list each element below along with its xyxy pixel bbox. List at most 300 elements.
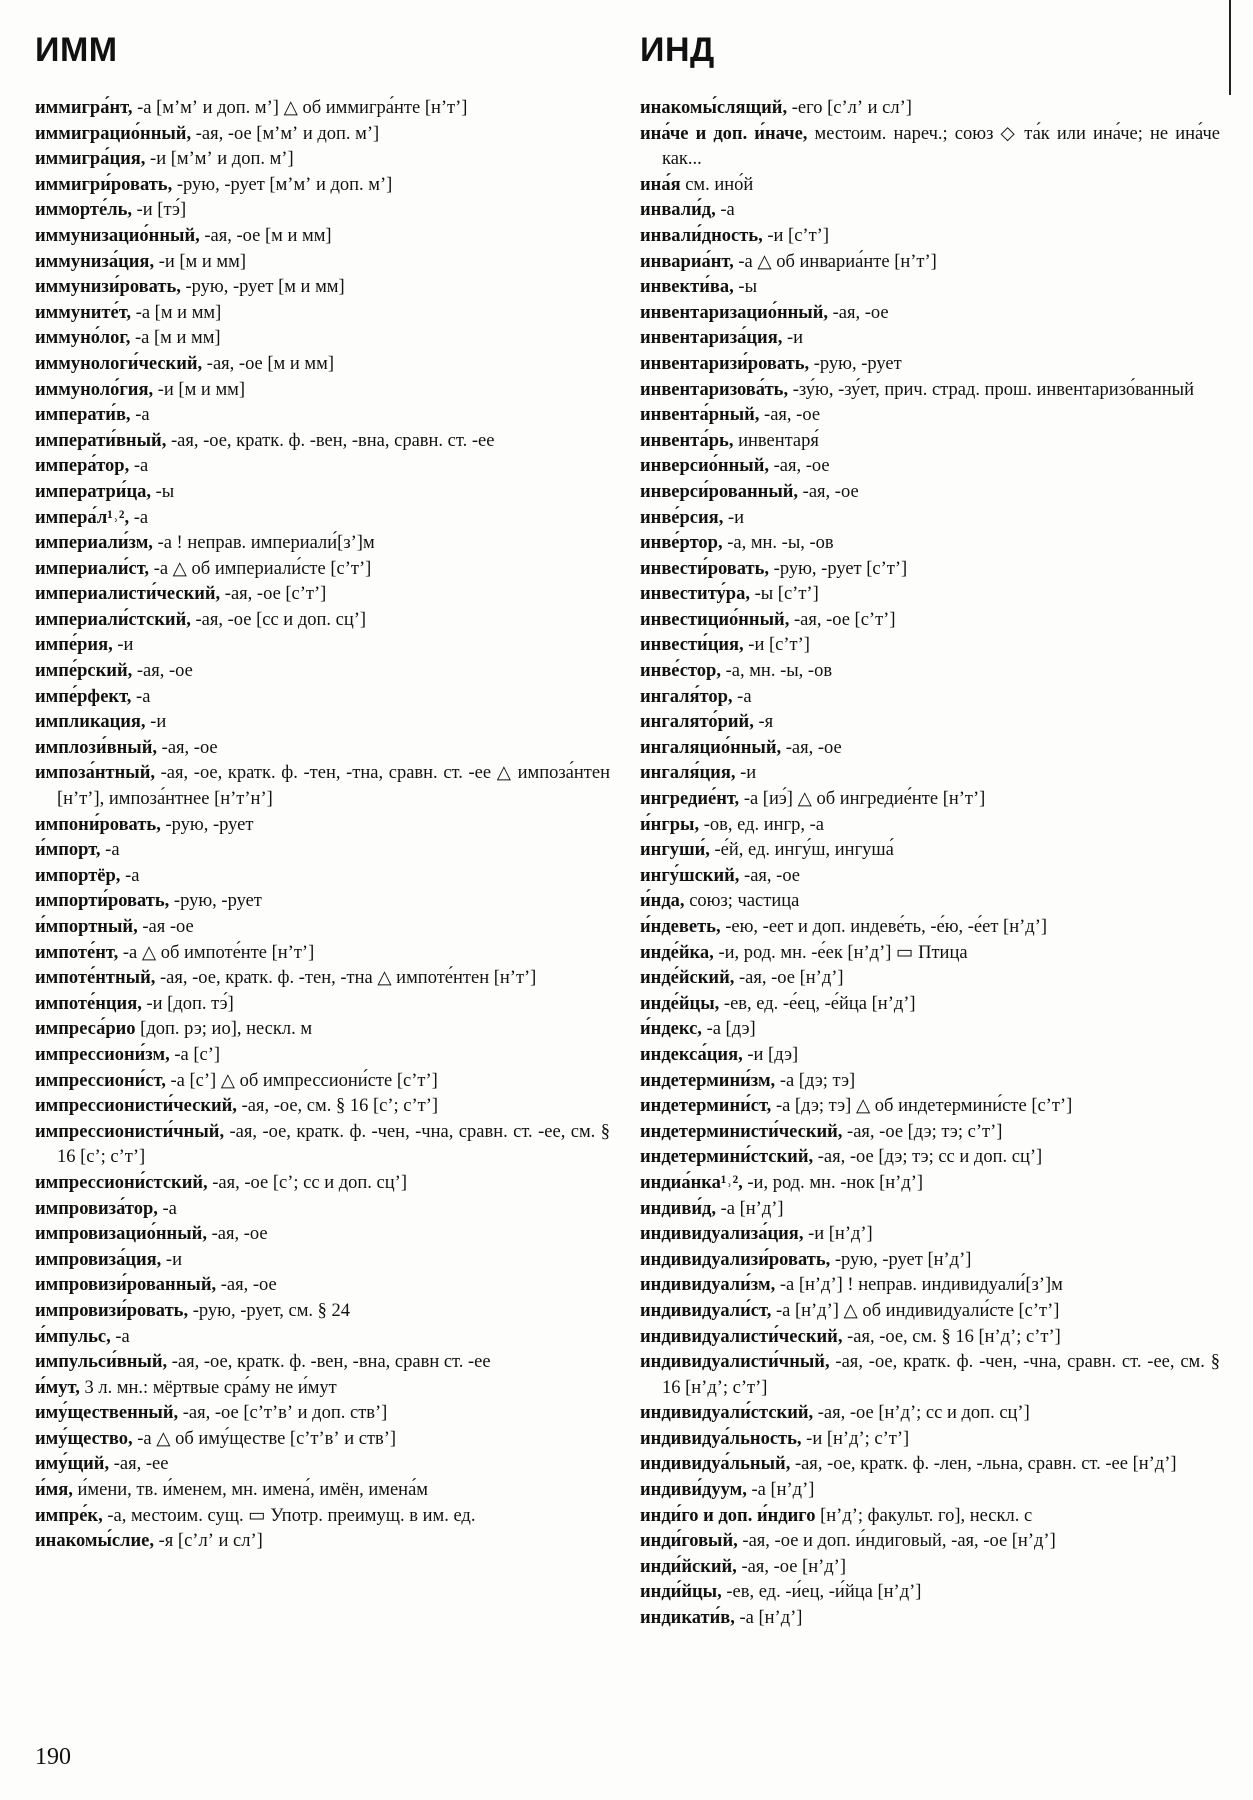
dictionary-entry <box>640 96 1220 122</box>
entry-headword: импреса́рио <box>35 1019 136 1040</box>
dictionary-entry <box>35 761 610 812</box>
dictionary-entry <box>35 1504 610 1530</box>
page-number: 190 <box>35 1744 71 1770</box>
entry-headword: иммуните́т, <box>35 302 132 323</box>
dictionary-entry <box>640 659 1220 685</box>
dictionary-entry <box>640 1043 1220 1069</box>
entry-headword: иммунизи́ровать, <box>35 277 181 298</box>
entry-definition: -ая, -ое [дэ; тэ; сʼтʼ] <box>842 1121 1003 1142</box>
dictionary-entry <box>35 813 610 839</box>
dictionary-entry <box>35 1273 610 1299</box>
entry-definition: -и, род. мн. -нок [нʼдʼ] <box>742 1172 924 1193</box>
entry-headword: инвентаризацио́нный, <box>640 302 828 323</box>
entry-headword: инди́говый, <box>640 1531 738 1552</box>
dictionary-entry <box>35 250 610 276</box>
entry-definition: -и <box>782 328 804 349</box>
entry-definition: -ая, -ое <box>768 456 830 477</box>
entry-headword: императи́в, <box>35 405 131 426</box>
entry-headword: инди́йцы, <box>640 1582 722 1603</box>
entry-definition: -ею, -еет и доп. индеве́ть, -е́ю, -е́ет [нʼдʼ] <box>720 917 1048 937</box>
entry-headword: импони́ровать, <box>35 814 161 835</box>
entry-definition: -а <box>110 1326 130 1347</box>
dictionary-entry <box>35 429 610 455</box>
dictionary-entry <box>640 122 1220 173</box>
entry-definition: -ев, ед. -е́ец, -е́йца [нʼдʼ] <box>719 993 916 1014</box>
dictionary-entry <box>640 1427 1220 1453</box>
dictionary-entry <box>35 633 610 659</box>
dictionary-entry <box>640 582 1220 608</box>
entry-definition: -а [нʼдʼ] <box>746 1480 815 1501</box>
entry-definition: -ая, -ое [сʼтʼвʼ и доп. ствʼ] <box>178 1403 388 1424</box>
entry-definition: -и [нʼдʼ; сʼтʼ] <box>801 1428 910 1449</box>
entry-definition: -и <box>145 712 167 733</box>
entry-headword: иммуниза́ция, <box>35 251 155 272</box>
entry-headword: импрессиони́стский, <box>35 1172 208 1193</box>
dictionary-entry <box>35 1094 610 1120</box>
entry-headword: индивидуалисти́чный, <box>640 1352 830 1373</box>
entry-definition: -ая, -ое [м и мм] <box>202 353 334 374</box>
dictionary-entry <box>640 1120 1220 1146</box>
entry-definition: -ая, -ое [сʼтʼ] <box>789 609 896 630</box>
entry-definition: -а [нʼдʼ] <box>715 1198 784 1219</box>
entry-definition: -и [доп. тэ́] <box>141 993 234 1014</box>
entry-headword: импортёр, <box>35 865 121 886</box>
dictionary-entry <box>35 224 610 250</box>
dictionary-entry <box>35 608 610 634</box>
entry-headword: ингаляцио́нный, <box>640 737 782 758</box>
entry-headword: индивидуализи́ровать, <box>640 1249 831 1270</box>
entry-definition: союз; частица <box>684 891 800 912</box>
dictionary-entry <box>640 429 1220 455</box>
entry-definition: -ая, -ое, кратк. ф. -вен, -вна, сравн. ст. -ее <box>166 430 495 451</box>
entry-definition: -а <box>157 1198 177 1219</box>
dictionary-entry <box>640 1452 1220 1478</box>
entry-headword: импровиза́тор, <box>35 1198 158 1219</box>
dictionary-entry <box>640 1299 1220 1325</box>
dictionary-entry <box>640 224 1220 250</box>
dictionary-entry <box>640 506 1220 532</box>
entry-headword: индекса́ция, <box>640 1044 743 1065</box>
entry-headword: и́ндекс, <box>640 1019 702 1040</box>
dictionary-entry <box>35 1299 610 1325</box>
right-column <box>640 30 1220 1632</box>
dictionary-entry <box>640 1197 1220 1223</box>
entry-definition: -ая, -ое <box>739 865 801 886</box>
entry-headword: импровиза́ция, <box>35 1249 162 1270</box>
entry-headword: импрессиони́ст, <box>35 1070 166 1091</box>
dictionary-entry <box>35 1350 610 1376</box>
entry-headword: индивидуа́льный, <box>640 1454 791 1475</box>
dictionary-entry <box>640 198 1220 224</box>
entry-definition: -его [сʼлʼ и слʼ] <box>787 98 912 118</box>
entry-headword: импоте́нция, <box>35 993 142 1014</box>
dictionary-entry <box>35 659 610 685</box>
dictionary-entry <box>640 1606 1220 1632</box>
entry-definition: -а [нʼдʼ] △ об индивидуали́сте [сʼтʼ] <box>771 1300 1060 1321</box>
entry-headword: индетермини́ст, <box>640 1096 772 1117</box>
entry-headword: империали́зм, <box>35 533 153 554</box>
dictionary-entry <box>640 1094 1220 1120</box>
dictionary-entry <box>35 915 610 941</box>
entry-headword: инде́йка, <box>640 942 714 963</box>
dictionary-entry <box>35 941 610 967</box>
entry-definition: -и <box>723 507 745 528</box>
entry-headword: инакомы́слящий, <box>640 98 788 118</box>
entry-headword: императри́ца, <box>35 481 151 502</box>
entry-headword: империали́ст, <box>35 558 150 579</box>
entry-definition: -ы [сʼтʼ] <box>749 584 819 605</box>
entry-headword: индивидуали́стский, <box>640 1403 814 1424</box>
entry-definition: -рую, -рует [нʼдʼ] <box>830 1249 972 1270</box>
entry-headword: импе́рфект, <box>35 686 132 707</box>
dictionary-entry <box>35 1529 610 1555</box>
dictionary-entry <box>640 352 1220 378</box>
entry-headword: иму́щий, <box>35 1454 110 1475</box>
entry-definition: -и [сʼтʼ] <box>743 635 810 656</box>
entry-definition: -а <box>131 686 151 707</box>
entry-definition: -ая, -ое, кратк. ф. -чен, -чна, сравн. ст. -ее, см. § 16 [сʼ; сʼтʼ] <box>57 1121 610 1168</box>
dictionary-entry <box>35 864 610 890</box>
entry-headword: ингредие́нт, <box>640 789 740 810</box>
dictionary-entry <box>35 1478 610 1504</box>
dictionary-entry <box>35 1197 610 1223</box>
entry-definition: -ы <box>733 277 758 298</box>
dictionary-entry <box>640 1350 1220 1401</box>
entry-definition: -а △ об инвариа́нте [нʼтʼ] <box>733 251 937 272</box>
dictionary-entry <box>640 1017 1220 1043</box>
dictionary-entry <box>640 608 1220 634</box>
entry-headword: ина́че и доп. и́наче, <box>640 123 808 144</box>
dictionary-entry <box>640 761 1220 787</box>
entry-headword: и́мут, <box>35 1377 80 1398</box>
dictionary-entry <box>35 1069 610 1095</box>
entry-headword: импре́к, <box>35 1505 103 1526</box>
entry-definition: -ая, -ое <box>759 405 821 426</box>
dictionary-entry <box>640 736 1220 762</box>
entry-definition: -а △ об империали́сте [сʼтʼ] <box>149 558 372 579</box>
dictionary-entry <box>640 685 1220 711</box>
dictionary-entry <box>35 1325 610 1351</box>
entry-headword: иммигра́нт, <box>35 98 133 118</box>
entry-definition: -а [сʼ] <box>169 1044 221 1065</box>
dictionary-entry <box>35 582 610 608</box>
entry-definition: -а <box>715 200 735 221</box>
dictionary-entry <box>35 1452 610 1478</box>
dictionary-entry <box>35 403 610 429</box>
dictionary-entry <box>640 838 1220 864</box>
entry-headword: инвекти́ва, <box>640 277 734 298</box>
dictionary-entry <box>640 1555 1220 1581</box>
entry-headword: иму́щество, <box>35 1428 133 1449</box>
dictionary-entry <box>35 1401 610 1427</box>
dictionary-entry <box>640 1145 1220 1171</box>
dictionary-entry <box>640 326 1220 352</box>
dictionary-entry <box>640 1580 1220 1606</box>
entry-headword: имплози́вный, <box>35 737 158 758</box>
entry-definition: -ая, -ое [мʼмʼ и доп. мʼ] <box>191 123 380 144</box>
dictionary-entry <box>35 1043 610 1069</box>
entry-definition: -и, род. мн. -е́ек [нʼдʼ] ▭ Птица <box>713 942 968 963</box>
entry-definition: -рую, -рует <box>160 814 254 835</box>
entry-definition: см. ино́й <box>680 174 754 195</box>
entry-definition: -ая, -ое [нʼдʼ; сс и доп. сцʼ] <box>813 1403 1030 1424</box>
entry-headword: инвариа́нт, <box>640 251 734 272</box>
entry-headword: инвеститу́ра, <box>640 584 750 605</box>
entry-headword: инверсио́нный, <box>640 456 769 477</box>
dictionary-entry <box>35 326 610 352</box>
entry-headword: инве́ртор, <box>640 533 723 554</box>
entry-headword: импрессионисти́чный, <box>35 1121 225 1142</box>
entry-definition: -и <box>161 1249 182 1270</box>
entry-headword: импрессиони́зм, <box>35 1044 170 1065</box>
entry-definition: -а [дэ] <box>701 1019 756 1040</box>
entry-headword: инде́йский, <box>640 968 735 989</box>
dictionary-entry <box>35 506 610 532</box>
entry-definition: -ая, -ое, кратк. ф. -чен, -чна, сравн. ст. -ее, см. § 16 [нʼдʼ; сʼтʼ] <box>662 1352 1220 1398</box>
entry-headword: иму́щественный, <box>35 1403 179 1424</box>
dictionary-entry <box>35 96 610 122</box>
dictionary-entry <box>640 480 1220 506</box>
entry-headword: и́ндеветь, <box>640 917 721 937</box>
entry-headword: императи́вный, <box>35 430 167 451</box>
dictionary-entry <box>640 1171 1220 1197</box>
entry-definition: -а [сʼ] △ об импрессиони́сте [сʼтʼ] <box>165 1070 438 1091</box>
entry-definition: -и [нʼдʼ] <box>803 1224 873 1245</box>
dictionary-entry <box>640 403 1220 429</box>
entry-headword: импера́тор, <box>35 456 130 477</box>
dictionary-entry <box>640 1273 1220 1299</box>
entry-definition: -а, местоим. сущ. ▭ Употр. преимущ. в им. ед. <box>102 1505 476 1526</box>
entry-headword: и́нгры, <box>640 814 700 835</box>
entry-definition: -а <box>129 456 149 477</box>
dictionary-entry <box>640 301 1220 327</box>
dictionary-entry <box>35 710 610 736</box>
entry-headword: инвали́дность, <box>640 225 763 246</box>
dictionary-entry <box>35 198 610 224</box>
dictionary-entry <box>640 633 1220 659</box>
entry-headword: импликация, <box>35 712 146 733</box>
entry-headword: иммигра́ция, <box>35 149 146 170</box>
entry-definition: 3 л. мн.: мёртвые сра́му не и́мут <box>79 1377 337 1398</box>
entry-headword: ингаля́тор, <box>640 686 733 707</box>
entry-definition: -а ! неправ. империали́[зʼ]м <box>152 533 375 554</box>
entry-definition: -и [дэ] <box>742 1044 799 1065</box>
entry-headword: индивидуа́льность, <box>640 1428 802 1449</box>
entry-headword: и́нда, <box>640 891 685 912</box>
entry-headword: инвентаризова́ть, <box>640 379 789 400</box>
entry-definition: -рую, -рует [сʼтʼ] <box>769 558 908 579</box>
entry-definition: -я <box>753 712 774 733</box>
dictionary-entry <box>640 1478 1220 1504</box>
entry-definition: -а [нʼдʼ] ! неправ. индивидуали́[зʼ]м <box>775 1275 1063 1296</box>
entry-headword: индиа́нка¹˒², <box>640 1172 743 1193</box>
entry-definition: -рую, -рует <box>809 353 902 374</box>
entry-headword: импоте́нт, <box>35 942 119 963</box>
entry-definition: -ая, -ое [сс и доп. сцʼ] <box>190 609 367 630</box>
entry-headword: иммуно́лог, <box>35 328 131 349</box>
entry-definition: [нʼдʼ; факульт. го], нескл. с <box>815 1505 1033 1526</box>
entry-headword: ингалято́рий, <box>640 712 754 733</box>
entry-definition: -и [сʼтʼ] <box>762 225 829 246</box>
dictionary-entry <box>35 838 610 864</box>
entry-headword: инвентариза́ция, <box>640 328 783 349</box>
dictionary-entry <box>640 250 1220 276</box>
entry-headword: и́мпульс, <box>35 1326 111 1347</box>
entry-definition: -а [мʼмʼ и доп. мʼ] △ об иммигра́нте [нʼтʼ] <box>132 98 468 118</box>
entry-headword: инвали́д, <box>640 200 716 221</box>
dictionary-entry <box>35 557 610 583</box>
dictionary-entry <box>35 889 610 915</box>
dictionary-entry <box>640 966 1220 992</box>
entry-definition: -ая, -ое [дэ; тэ; сс и доп. сцʼ] <box>813 1147 1043 1168</box>
dictionary-entry <box>640 1069 1220 1095</box>
dictionary-entry <box>35 1427 610 1453</box>
entry-headword: инвести́ровать, <box>640 558 770 579</box>
entry-headword: инде́йцы, <box>640 993 720 1014</box>
dictionary-entry <box>35 454 610 480</box>
entry-definition: -ая, -ое, см. § 16 [нʼдʼ; сʼтʼ] <box>842 1326 1061 1347</box>
entry-headword: инвентаризи́ровать, <box>640 353 810 374</box>
entry-definition: -ая, -ое, кратк. ф. -вен, -вна, сравн ст. -ее <box>167 1352 491 1373</box>
entry-definition: -ая, -ое <box>132 661 193 682</box>
entry-definition: -и [мʼмʼ и доп. мʼ] <box>145 149 294 170</box>
entry-definition: -ая, -ое [м и мм] <box>199 225 332 246</box>
entry-definition: -а <box>130 405 150 426</box>
entry-headword: инве́рсия, <box>640 507 724 528</box>
dictionary-entry <box>35 378 610 404</box>
entry-definition: -я [сʼлʼ и слʼ] <box>154 1531 263 1552</box>
dictionary-entry <box>640 1222 1220 1248</box>
entry-definition: -ая, -ое, кратк. ф. -тен, -тна, сравн. ст. -ее △ импоза́нтен [нʼтʼ], импоза́нтнее [нʼтʼнʼ] <box>57 763 610 810</box>
entry-headword: имморте́ль, <box>35 200 132 221</box>
entry-definition: -ая, -ое и доп. и́ндиговый, -ая, -ое [нʼдʼ] <box>737 1531 1056 1552</box>
entry-definition: -а <box>129 507 149 528</box>
dictionary-entry <box>640 889 1220 915</box>
dictionary-entry <box>35 1376 610 1402</box>
entry-definition: -ая, -ое <box>216 1275 277 1296</box>
entry-definition: инвентаря́ <box>733 430 819 451</box>
entry-headword: индиви́д, <box>640 1198 716 1219</box>
entry-definition: и́мени, тв. и́менем, мн. имена́, имён, имена́м <box>72 1480 429 1501</box>
dictionary-entry <box>35 966 610 992</box>
entry-definition: -ая, -ое [сʼ; сс и доп. сцʼ] <box>207 1172 407 1193</box>
entry-headword: индетермини́зм, <box>640 1070 776 1091</box>
entry-definition: -а [м и мм] <box>131 302 222 323</box>
entry-headword: индиви́дуум, <box>640 1480 747 1501</box>
entry-headword: импе́рия, <box>35 635 113 656</box>
dictionary-entry <box>35 1248 610 1274</box>
entry-headword: инве́стор, <box>640 661 721 682</box>
entry-definition: -а △ об иму́ществе [сʼтʼвʼ и ствʼ] <box>132 1428 397 1449</box>
entry-definition: -ая, -ое, кратк. ф. -тен, -тна △ импоте́нтен [нʼтʼ] <box>155 968 537 989</box>
entry-headword: империали́стский, <box>35 609 191 630</box>
entry-definition: местоим. нареч.; союз ◇ та́к или ина́че; не ина́че как... <box>662 123 1220 170</box>
entry-headword: и́мя, <box>35 1480 73 1501</box>
dictionary-entry <box>640 1504 1220 1530</box>
dictionary-entry <box>640 992 1220 1018</box>
dictionary-entry <box>35 122 610 148</box>
entry-headword: инакомы́слие, <box>35 1531 155 1552</box>
entry-headword: инвента́рный, <box>640 405 760 426</box>
entry-definition: -ов, ед. ингр, -а <box>699 814 824 835</box>
entry-headword: инди́йский, <box>640 1556 737 1577</box>
dictionary-entry <box>35 992 610 1018</box>
entry-headword: инвестицио́нный, <box>640 609 790 630</box>
entry-headword: иммуноло́гия, <box>35 379 154 400</box>
entry-definition: -и [тэ́] <box>132 200 187 221</box>
entry-definition: -а <box>100 840 120 861</box>
entry-definition: -рую, -рует [мʼмʼ и доп. мʼ] <box>172 174 393 195</box>
entry-headword: иммиграцио́нный, <box>35 123 192 144</box>
dictionary-entry <box>35 1222 610 1248</box>
entry-headword: импровизацио́нный, <box>35 1224 207 1245</box>
entry-headword: импровизи́рованный, <box>35 1275 217 1296</box>
dictionary-entry <box>35 301 610 327</box>
entry-definition: -рую, -рует, см. § 24 <box>188 1300 351 1321</box>
dictionary-entry <box>640 864 1220 890</box>
entry-definition: -ая, -ее <box>109 1454 169 1475</box>
dictionary-entry <box>35 531 610 557</box>
entry-headword: импрессионисти́ческий, <box>35 1096 237 1117</box>
dictionary-entry <box>640 1401 1220 1427</box>
entry-headword: импровизи́ровать, <box>35 1300 189 1321</box>
dictionary-entry <box>35 480 610 506</box>
entry-definition: -а [иэ́] △ об ингредие́нте [нʼтʼ] <box>739 789 986 810</box>
dictionary-entry <box>35 275 610 301</box>
dictionary-entry <box>35 147 610 173</box>
left-entry-list <box>35 96 610 1555</box>
entry-headword: и́мпортный, <box>35 917 138 937</box>
entry-definition: -ая, -ое <box>206 1224 268 1245</box>
dictionary-entry <box>640 1248 1220 1274</box>
entry-definition: -ая, -ое <box>828 302 889 323</box>
dictionary-entry <box>640 1529 1220 1555</box>
entry-definition: -рую, -рует [м и мм] <box>180 277 345 298</box>
entry-headword: инвента́рь, <box>640 430 734 451</box>
dictionary-entry <box>640 787 1220 813</box>
dictionary-entry <box>640 915 1220 941</box>
entry-headword: империалисти́ческий, <box>35 584 221 605</box>
entry-definition: -а [дэ; тэ] <box>775 1070 856 1091</box>
entry-headword: импульси́вный, <box>35 1352 168 1373</box>
entry-headword: импера́л¹˒², <box>35 507 130 528</box>
entry-definition: -ая, -ое <box>781 737 842 758</box>
entry-headword: индетерминисти́ческий, <box>640 1121 843 1142</box>
entry-headword: ина́я <box>640 174 681 195</box>
entry-definition: -и [м и мм] <box>154 251 246 272</box>
entry-definition: -а <box>732 686 752 707</box>
entry-headword: иммунологи́ческий, <box>35 353 203 374</box>
entry-definition: -и <box>735 763 757 784</box>
entry-definition: -ев, ед. -и́ец, -и́йца [нʼдʼ] <box>721 1582 922 1603</box>
entry-headword: индивидуали́ст, <box>640 1300 772 1321</box>
dictionary-entry <box>640 531 1220 557</box>
dictionary-entry <box>35 1171 610 1197</box>
entry-headword: ингаля́ция, <box>640 763 736 784</box>
entry-headword: инди́го и доп. и́ндиго <box>640 1505 816 1526</box>
left-column <box>35 30 610 1555</box>
entry-headword: индетермини́стский, <box>640 1147 814 1168</box>
entry-headword: индикати́в, <box>640 1608 735 1629</box>
entry-definition: -а [м и мм] <box>130 328 221 349</box>
dictionary-entry <box>35 1017 610 1043</box>
entry-headword: ингу́шский, <box>640 865 740 886</box>
dictionary-entry <box>35 1120 610 1171</box>
dictionary-entry <box>640 275 1220 301</box>
right-entry-list <box>640 96 1220 1632</box>
dictionary-entry <box>640 941 1220 967</box>
left-column-header: ИММ <box>35 31 118 69</box>
